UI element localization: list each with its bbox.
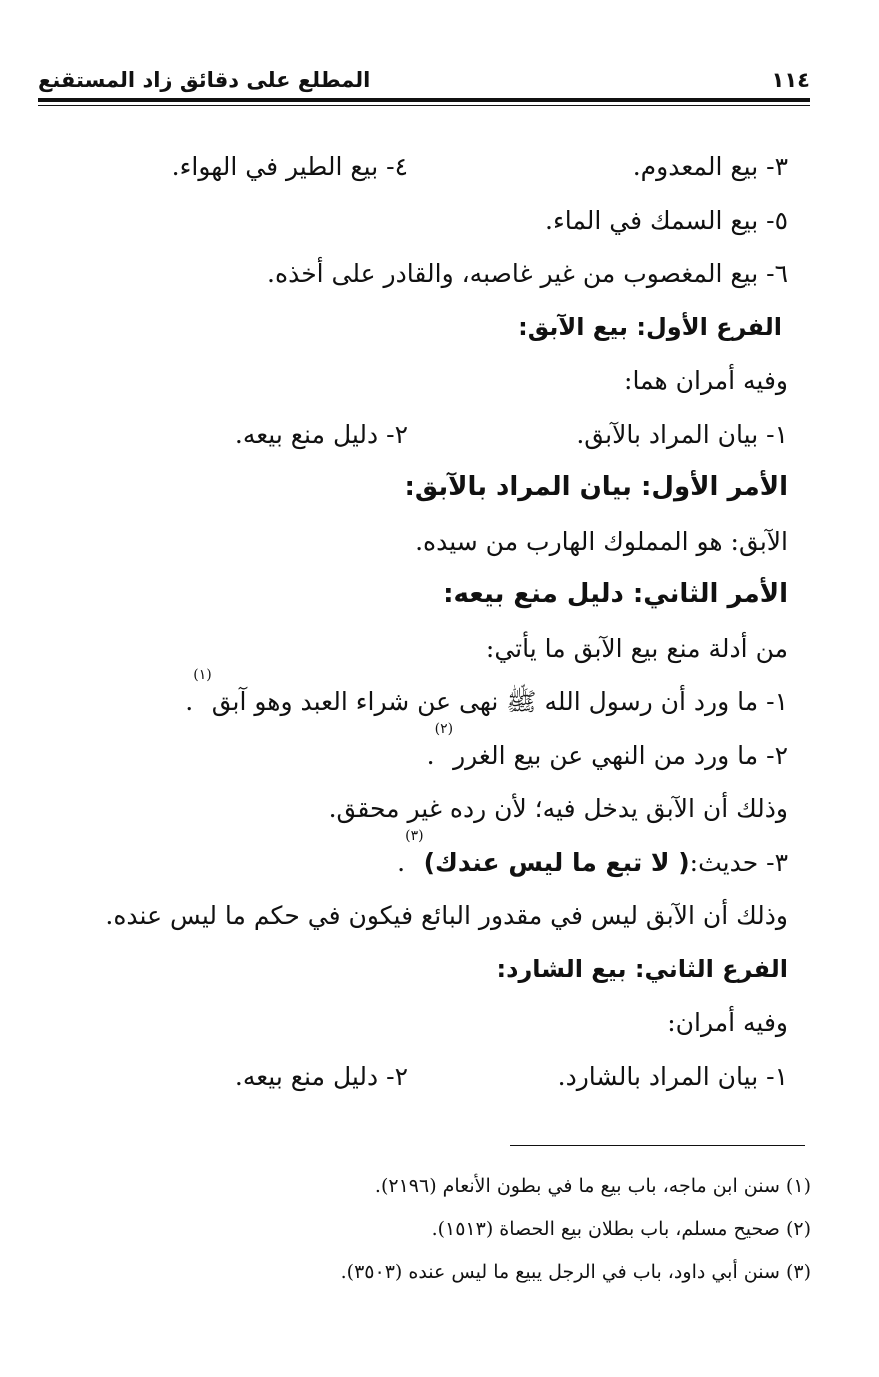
book-title: المطلع على دقائق زاد المستقنع	[38, 68, 371, 92]
header-rule-thick	[38, 98, 810, 102]
list-item-evidence: ٢- دليل منع بيعه.	[234, 419, 408, 449]
paragraph-two-matters: وفيه أمران هما:	[624, 366, 788, 395]
footnote-ref-2[interactable]: (٢)	[434, 720, 454, 737]
footnote-ref-1[interactable]: (١)	[193, 667, 212, 683]
page-header	[38, 62, 810, 92]
list-item-evidence-2: ٢- دليل منع بيعه.	[234, 1061, 408, 1091]
evidence-item-1	[60, 667, 788, 729]
list-item-6: ٦- بيع المغصوب من غير غاصبه، والقادر على أخذه.	[267, 259, 788, 288]
evidence-end-1: .	[185, 687, 194, 716]
paragraph-evidence-intro: من أدلة منع بيع الآبق ما يأتي:	[485, 633, 788, 663]
page-number: ١١٤	[771, 68, 810, 92]
list-row-matters-2	[60, 1050, 788, 1104]
evidence-text-3: ٣- حديث:	[689, 847, 788, 877]
footnote-divider	[510, 1145, 805, 1146]
paragraph-definition: الآبق: هو المملوك الهارب من سيده.	[415, 526, 788, 556]
page-body	[60, 140, 788, 1103]
paragraph-gharar: وذلك أن الآبق يدخل فيه؛ لأن رده غير محقق.	[328, 794, 788, 823]
footnote-ref-3[interactable]: (٣)	[405, 827, 424, 844]
evidence-text-1: ١- ما ورد أن رسول الله ﷺ نهى عن شراء العبد وهو آبق	[211, 687, 788, 716]
hadith-text: ( لا تبع ما ليس عندك)	[423, 847, 690, 877]
list-item-5: ٥- بيع السمك في الماء.	[545, 205, 788, 235]
evidence-item-3	[60, 827, 788, 890]
footnote-3: (٣) سنن أبي داود، باب في الرجل يبيع ما ليس عنده (٣٥٠٣).	[340, 1261, 811, 1283]
list-row-matters-1	[60, 408, 788, 462]
paragraph-two-matters-2: وفيه أمران:	[667, 1008, 788, 1037]
list-row-3-4	[60, 140, 788, 194]
evidence-text-2: ٢- ما ورد من النهي عن بيع الغرر	[453, 740, 788, 770]
footnotes	[91, 1165, 811, 1294]
evidence-item-2	[60, 720, 788, 783]
heading-second-matter: الأمر الثاني: دليل منع بيعه:	[443, 579, 788, 609]
list-item-meaning-2: ١- بيان المراد بالشارد.	[557, 1061, 788, 1091]
header-rule-thin	[38, 105, 810, 106]
footnote-1: (١) سنن ابن ماجه، باب بيع ما في بطون الأنعام (٢١٩٦).	[374, 1175, 811, 1197]
heading-first-matter: الأمر الأول: بيان المراد بالآبق:	[404, 472, 788, 502]
paragraph-not-in-power: وذلك أن الآبق ليس في مقدور البائع فيكون في حكم ما ليس عنده.	[105, 901, 788, 930]
footnote-2: (٢) صحيح مسلم، باب بطلان بيع الحصاة (١٥١٣).	[431, 1218, 811, 1240]
evidence-end-3: .	[397, 847, 406, 877]
list-item-3: ٣- بيع المعدوم.	[632, 152, 788, 181]
evidence-end-2: .	[426, 740, 435, 770]
heading-second-branch: الفرع الثاني: بيع الشارد:	[496, 954, 788, 983]
heading-first-branch: الفرع الأول: بيع الآبق:	[518, 312, 782, 341]
list-item-meaning: ١- بيان المراد بالآبق.	[576, 419, 788, 449]
list-item-4: ٤- بيع الطير في الهواء.	[171, 152, 408, 181]
